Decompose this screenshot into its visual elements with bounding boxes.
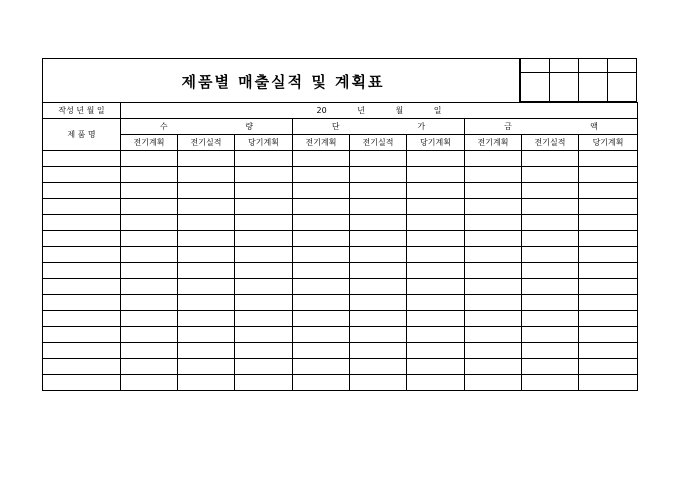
table-cell[interactable] <box>43 263 121 279</box>
table-cell[interactable] <box>350 183 407 199</box>
table-cell[interactable] <box>293 215 350 231</box>
table-cell[interactable] <box>407 295 465 311</box>
table-cell[interactable] <box>579 183 638 199</box>
table-cell[interactable] <box>235 247 293 263</box>
table-cell[interactable] <box>235 263 293 279</box>
table-cell[interactable] <box>43 183 121 199</box>
table-cell[interactable] <box>235 167 293 183</box>
table-cell[interactable] <box>121 199 178 215</box>
table-cell[interactable] <box>407 167 465 183</box>
table-cell[interactable] <box>235 359 293 375</box>
table-cell[interactable] <box>121 247 178 263</box>
table-cell[interactable] <box>293 231 350 247</box>
table-cell[interactable] <box>121 215 178 231</box>
year-prefix: 20 <box>316 106 327 115</box>
table-cell[interactable] <box>465 199 522 215</box>
approval-cell[interactable] <box>608 59 637 73</box>
table-cell[interactable] <box>121 295 178 311</box>
table-cell[interactable] <box>407 183 465 199</box>
table-cell[interactable] <box>178 375 235 391</box>
subheader: 당기계획 <box>235 135 293 151</box>
table-cell[interactable] <box>350 327 407 343</box>
table-cell[interactable] <box>43 215 121 231</box>
group-header-row <box>43 119 638 135</box>
table-cell[interactable] <box>350 359 407 375</box>
table-cell[interactable] <box>579 247 638 263</box>
table-row <box>43 151 638 167</box>
table-row <box>43 231 638 247</box>
table-cell[interactable] <box>293 151 350 167</box>
table-cell[interactable] <box>43 151 121 167</box>
table-cell[interactable] <box>350 167 407 183</box>
year-unit: 년 <box>357 106 365 115</box>
table-cell[interactable] <box>522 311 579 327</box>
subheader: 전기계획 <box>293 135 350 151</box>
table-cell[interactable] <box>178 295 235 311</box>
table-cell[interactable] <box>465 231 522 247</box>
table-cell[interactable] <box>465 247 522 263</box>
table-cell[interactable] <box>121 279 178 295</box>
table-cell[interactable] <box>579 359 638 375</box>
table-cell[interactable] <box>293 295 350 311</box>
table-cell[interactable] <box>350 295 407 311</box>
table-cell[interactable] <box>579 295 638 311</box>
table-cell[interactable] <box>522 167 579 183</box>
table-cell[interactable] <box>43 279 121 295</box>
table-cell[interactable] <box>121 343 178 359</box>
table-cell[interactable] <box>43 247 121 263</box>
approval-cell[interactable] <box>550 73 579 102</box>
table-cell[interactable] <box>293 263 350 279</box>
table-cell[interactable] <box>235 343 293 359</box>
table-cell[interactable] <box>43 167 121 183</box>
table-cell[interactable] <box>178 247 235 263</box>
table-cell[interactable] <box>178 359 235 375</box>
table-row <box>43 295 638 311</box>
table-cell[interactable] <box>465 295 522 311</box>
table-cell[interactable] <box>293 343 350 359</box>
table-cell[interactable] <box>235 279 293 295</box>
table-cell[interactable] <box>579 151 638 167</box>
table-cell[interactable] <box>235 375 293 391</box>
table-cell[interactable] <box>235 311 293 327</box>
title-row <box>42 58 637 102</box>
table-cell[interactable] <box>465 167 522 183</box>
table-cell[interactable] <box>235 295 293 311</box>
day-unit: 일 <box>433 106 442 115</box>
table-cell[interactable] <box>121 359 178 375</box>
table-cell[interactable] <box>43 359 121 375</box>
table-cell[interactable] <box>121 375 178 391</box>
table-cell[interactable] <box>121 327 178 343</box>
table-cell[interactable] <box>293 375 350 391</box>
table-cell[interactable] <box>178 167 235 183</box>
subheader: 전기계획 <box>465 135 522 151</box>
table-cell[interactable] <box>579 279 638 295</box>
table-cell[interactable] <box>350 311 407 327</box>
table-cell[interactable] <box>465 327 522 343</box>
unit-price-header: 단 가 <box>293 119 465 135</box>
table-cell[interactable] <box>522 359 579 375</box>
table-cell[interactable] <box>465 375 522 391</box>
table-cell[interactable] <box>293 199 350 215</box>
table-cell[interactable] <box>407 151 465 167</box>
table-cell[interactable] <box>465 343 522 359</box>
table-cell[interactable] <box>465 279 522 295</box>
table-cell[interactable] <box>121 183 178 199</box>
table-cell[interactable] <box>43 375 121 391</box>
table-cell[interactable] <box>522 263 579 279</box>
table-cell[interactable] <box>465 263 522 279</box>
date-field[interactable] <box>121 103 638 119</box>
table-cell[interactable] <box>178 199 235 215</box>
table-cell[interactable] <box>178 311 235 327</box>
table-row <box>43 327 638 343</box>
quantity-header: 수 량 <box>121 119 293 135</box>
table-cell[interactable] <box>178 263 235 279</box>
table-row <box>43 199 638 215</box>
table-cell[interactable] <box>579 199 638 215</box>
approval-cell[interactable] <box>608 73 637 102</box>
table-cell[interactable] <box>350 151 407 167</box>
table-cell[interactable] <box>43 327 121 343</box>
table-row <box>43 343 638 359</box>
table-cell[interactable] <box>350 199 407 215</box>
report-form <box>42 58 637 391</box>
table-cell[interactable] <box>178 327 235 343</box>
table-cell[interactable] <box>465 151 522 167</box>
table-cell[interactable] <box>235 327 293 343</box>
table-cell[interactable] <box>235 231 293 247</box>
table-row <box>43 183 638 199</box>
table-cell[interactable] <box>235 151 293 167</box>
table-cell[interactable] <box>579 311 638 327</box>
table-cell[interactable] <box>579 215 638 231</box>
approval-cell[interactable] <box>521 59 550 73</box>
table-cell[interactable] <box>121 167 178 183</box>
table-row <box>43 215 638 231</box>
table-row <box>43 279 638 295</box>
date-row <box>43 103 638 119</box>
table-cell[interactable] <box>407 375 465 391</box>
table-row <box>43 311 638 327</box>
table-cell[interactable] <box>407 231 465 247</box>
subheader: 전기계획 <box>121 135 178 151</box>
table-cell[interactable] <box>579 343 638 359</box>
subheader: 당기계획 <box>407 135 465 151</box>
approval-cell[interactable] <box>550 59 579 73</box>
table-cell[interactable] <box>350 231 407 247</box>
product-name-header: 제 품 명 <box>43 119 121 151</box>
table-cell[interactable] <box>522 231 579 247</box>
date-label: 작성 년 월 일 <box>43 103 121 119</box>
table-cell[interactable] <box>465 183 522 199</box>
data-table <box>42 102 638 391</box>
table-cell[interactable] <box>522 247 579 263</box>
table-cell[interactable] <box>43 343 121 359</box>
table-cell[interactable] <box>522 183 579 199</box>
table-cell[interactable] <box>407 215 465 231</box>
table-cell[interactable] <box>293 247 350 263</box>
table-cell[interactable] <box>178 279 235 295</box>
subheader: 전기실적 <box>522 135 579 151</box>
table-cell[interactable] <box>579 327 638 343</box>
table-cell[interactable] <box>121 231 178 247</box>
table-cell[interactable] <box>407 263 465 279</box>
table-cell[interactable] <box>407 311 465 327</box>
table-cell[interactable] <box>43 295 121 311</box>
table-cell[interactable] <box>235 215 293 231</box>
table-cell[interactable] <box>407 247 465 263</box>
table-cell[interactable] <box>350 263 407 279</box>
table-cell[interactable] <box>293 167 350 183</box>
table-row <box>43 263 638 279</box>
table-cell[interactable] <box>293 279 350 295</box>
table-cell[interactable] <box>293 327 350 343</box>
table-cell[interactable] <box>465 215 522 231</box>
table-cell[interactable] <box>121 263 178 279</box>
subheader: 전기실적 <box>350 135 407 151</box>
table-cell[interactable] <box>579 231 638 247</box>
table-cell[interactable] <box>407 359 465 375</box>
table-cell[interactable] <box>178 215 235 231</box>
approval-box <box>519 58 637 102</box>
table-cell[interactable] <box>235 183 293 199</box>
table-cell[interactable] <box>121 151 178 167</box>
amount-header: 금 액 <box>465 119 638 135</box>
table-cell[interactable] <box>407 199 465 215</box>
table-row <box>43 167 638 183</box>
table-cell[interactable] <box>579 263 638 279</box>
table-cell[interactable] <box>350 215 407 231</box>
table-cell[interactable] <box>522 199 579 215</box>
table-cell[interactable] <box>121 311 178 327</box>
table-cell[interactable] <box>407 327 465 343</box>
table-cell[interactable] <box>350 247 407 263</box>
table-cell[interactable] <box>522 343 579 359</box>
table-cell[interactable] <box>407 279 465 295</box>
table-cell[interactable] <box>522 151 579 167</box>
table-cell[interactable] <box>43 231 121 247</box>
table-cell[interactable] <box>522 375 579 391</box>
table-cell[interactable] <box>43 199 121 215</box>
subheader: 당기계획 <box>579 135 638 151</box>
approval-cell[interactable] <box>579 73 608 102</box>
table-cell[interactable] <box>579 375 638 391</box>
table-cell[interactable] <box>178 343 235 359</box>
table-cell[interactable] <box>522 279 579 295</box>
subheader: 전기실적 <box>178 135 235 151</box>
table-row <box>43 375 638 391</box>
table-cell[interactable] <box>293 359 350 375</box>
table-cell[interactable] <box>522 215 579 231</box>
table-cell[interactable] <box>465 311 522 327</box>
approval-cell[interactable] <box>579 59 608 73</box>
table-cell[interactable] <box>178 183 235 199</box>
table-cell[interactable] <box>350 279 407 295</box>
approval-cell[interactable] <box>521 73 550 102</box>
table-cell[interactable] <box>350 375 407 391</box>
table-cell[interactable] <box>235 199 293 215</box>
table-cell[interactable] <box>465 359 522 375</box>
table-row <box>43 359 638 375</box>
table-cell[interactable] <box>43 311 121 327</box>
table-body <box>43 151 638 391</box>
table-cell[interactable] <box>293 311 350 327</box>
table-cell[interactable] <box>522 295 579 311</box>
month-unit: 월 <box>395 106 404 115</box>
subheader-row <box>43 135 638 151</box>
table-cell[interactable] <box>579 167 638 183</box>
table-row <box>43 247 638 263</box>
table-cell[interactable] <box>522 327 579 343</box>
table-cell[interactable] <box>293 183 350 199</box>
form-title: 제품별 매출실적 및 계획표 <box>181 73 385 91</box>
table-cell[interactable] <box>178 231 235 247</box>
table-cell[interactable] <box>178 151 235 167</box>
table-cell[interactable] <box>350 343 407 359</box>
table-cell[interactable] <box>407 343 465 359</box>
